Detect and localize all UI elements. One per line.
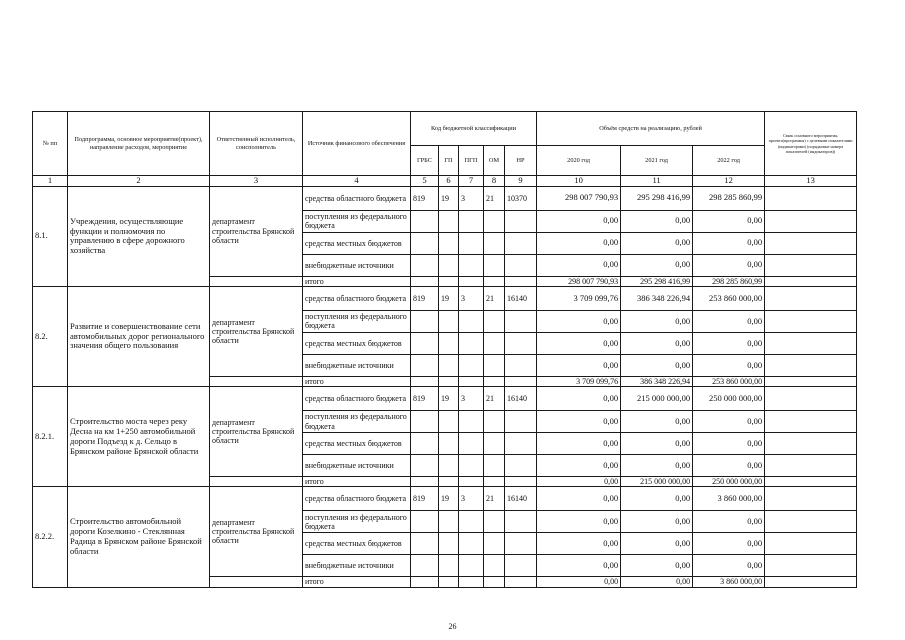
funding-source: средства областного бюджета <box>303 286 411 310</box>
amount-2022: 0,00 <box>693 411 765 433</box>
amount-2021: 386 348 226,94 <box>621 376 693 386</box>
indicator-link <box>765 254 857 276</box>
amount-2020: 0,00 <box>537 210 621 232</box>
amount-2022: 253 860 000,00 <box>693 286 765 310</box>
code-nr <box>505 254 537 276</box>
code-om: 21 <box>484 487 505 511</box>
indicator-link <box>765 433 857 455</box>
column-number: 10 <box>537 176 621 187</box>
amount-2022: 0,00 <box>693 533 765 555</box>
column-number: 2 <box>68 176 210 187</box>
code-pgp <box>459 232 484 254</box>
amount-2022: 0,00 <box>693 511 765 533</box>
code-om: 21 <box>484 286 505 310</box>
funding-source: итого <box>303 477 411 487</box>
row-number: 8.2.2. <box>33 487 68 587</box>
code-grbs <box>411 455 439 477</box>
funding-source: внебюджетные источники <box>303 455 411 477</box>
code-nr <box>505 477 537 487</box>
funding-source: средства областного бюджета <box>303 487 411 511</box>
table-body <box>33 186 857 587</box>
code-nr <box>505 210 537 232</box>
amount-2020: 0,00 <box>537 477 621 487</box>
code-gp: 19 <box>439 487 459 511</box>
code-nr <box>505 354 537 376</box>
code-om: 21 <box>484 186 505 210</box>
code-pgp <box>459 332 484 354</box>
amount-2020: 0,00 <box>537 310 621 332</box>
executor: департамент строительства Брянской области <box>210 286 303 376</box>
code-gp <box>439 433 459 455</box>
column-number: 7 <box>459 176 484 187</box>
code-gp <box>439 310 459 332</box>
funding-source: средства местных бюджетов <box>303 332 411 354</box>
funding-source: средства местных бюджетов <box>303 533 411 555</box>
table-row <box>33 286 857 310</box>
indicator-link <box>765 487 857 511</box>
code-pgp: 3 <box>459 487 484 511</box>
code-om <box>484 376 505 386</box>
code-nr <box>505 577 537 587</box>
code-pgp <box>459 254 484 276</box>
measure-name: Строительство моста через реку Десна на км 1+250 автомобильной дороги Подъезд к д. Сельцо в Брянском районе Брянской области <box>68 387 210 487</box>
code-pgp <box>459 511 484 533</box>
indicator-link <box>765 477 857 487</box>
amount-2020: 0,00 <box>537 411 621 433</box>
amount-2021: 0,00 <box>621 511 693 533</box>
code-nr <box>505 411 537 433</box>
code-gp <box>439 254 459 276</box>
indicator-link <box>765 511 857 533</box>
column-number: 8 <box>484 176 505 187</box>
header-num: № пп <box>33 112 68 176</box>
code-pgp <box>459 455 484 477</box>
column-number: 3 <box>210 176 303 187</box>
amount-2020: 3 709 099,76 <box>537 286 621 310</box>
header-pgp: ПГП <box>459 146 484 176</box>
amount-2022: 0,00 <box>693 455 765 477</box>
column-number: 13 <box>765 176 857 187</box>
header-om: ОМ <box>484 146 505 176</box>
code-pgp <box>459 354 484 376</box>
code-gp <box>439 332 459 354</box>
code-grbs: 819 <box>411 387 439 411</box>
page-number: 26 <box>448 622 457 631</box>
code-grbs <box>411 210 439 232</box>
funding-source: средства областного бюджета <box>303 186 411 210</box>
amount-2021: 0,00 <box>621 577 693 587</box>
code-nr <box>505 555 537 577</box>
funding-source: поступления из федерального бюджета <box>303 210 411 232</box>
column-number: 4 <box>303 176 411 187</box>
code-om <box>484 511 505 533</box>
code-nr: 10370 <box>505 186 537 210</box>
code-grbs: 819 <box>411 186 439 210</box>
code-pgp <box>459 477 484 487</box>
amount-2021: 0,00 <box>621 455 693 477</box>
amount-2021: 295 298 416,99 <box>621 186 693 210</box>
code-grbs <box>411 276 439 286</box>
code-om <box>484 555 505 577</box>
header-link: Связь основного мероприятия, проекта(программы) с целевыми показателями (индикаторами) (порядковые номера показателей (индикаторов)) <box>765 112 857 176</box>
amount-2020: 0,00 <box>537 455 621 477</box>
code-grbs <box>411 254 439 276</box>
code-pgp <box>459 276 484 286</box>
code-om <box>484 276 505 286</box>
code-gp <box>439 276 459 286</box>
header-budget-code: Код бюджетной классификации <box>411 112 537 146</box>
amount-2021: 0,00 <box>621 332 693 354</box>
code-gp <box>439 555 459 577</box>
indicator-link <box>765 376 857 386</box>
code-grbs <box>411 411 439 433</box>
code-grbs <box>411 533 439 555</box>
amount-2021: 0,00 <box>621 310 693 332</box>
code-grbs <box>411 555 439 577</box>
code-pgp <box>459 210 484 232</box>
row-number: 8.1. <box>33 186 68 286</box>
code-grbs <box>411 477 439 487</box>
amount-2022: 298 285 860,99 <box>693 276 765 286</box>
executor: департамент строительства Брянской области <box>210 387 303 477</box>
amount-2021: 0,00 <box>621 354 693 376</box>
amount-2022: 0,00 <box>693 433 765 455</box>
code-nr <box>505 310 537 332</box>
code-nr <box>505 276 537 286</box>
indicator-link <box>765 455 857 477</box>
code-om <box>484 210 505 232</box>
code-gp <box>439 511 459 533</box>
amount-2022: 0,00 <box>693 254 765 276</box>
amount-2022: 0,00 <box>693 232 765 254</box>
code-gp: 19 <box>439 186 459 210</box>
indicator-link <box>765 232 857 254</box>
amount-2021: 0,00 <box>621 210 693 232</box>
amount-2020: 0,00 <box>537 533 621 555</box>
executor: департамент строительства Брянской области <box>210 487 303 577</box>
amount-2020: 0,00 <box>537 254 621 276</box>
code-gp <box>439 477 459 487</box>
amount-2021: 215 000 000,00 <box>621 477 693 487</box>
code-grbs <box>411 332 439 354</box>
header-name: Подпрограмма, основное мероприятие(проект), направление расходов, мероприятие <box>68 112 210 176</box>
table-row <box>33 387 857 411</box>
indicator-link <box>765 210 857 232</box>
row-number: 8.2. <box>33 286 68 386</box>
indicator-link <box>765 310 857 332</box>
code-nr <box>505 455 537 477</box>
funding-source: внебюджетные источники <box>303 354 411 376</box>
code-gp <box>439 376 459 386</box>
code-pgp <box>459 555 484 577</box>
code-om <box>484 411 505 433</box>
indicator-link <box>765 332 857 354</box>
table-row <box>33 186 857 210</box>
code-pgp <box>459 433 484 455</box>
code-pgp <box>459 376 484 386</box>
empty-cell <box>210 477 303 487</box>
amount-2021: 0,00 <box>621 433 693 455</box>
amount-2022: 0,00 <box>693 332 765 354</box>
indicator-link <box>765 577 857 587</box>
code-grbs <box>411 511 439 533</box>
amount-2020: 0,00 <box>537 433 621 455</box>
funding-source: поступления из федерального бюджета <box>303 411 411 433</box>
funding-source: поступления из федерального бюджета <box>303 511 411 533</box>
amount-2022: 0,00 <box>693 354 765 376</box>
row-number: 8.2.1. <box>33 387 68 487</box>
indicator-link <box>765 387 857 411</box>
code-nr: 16140 <box>505 286 537 310</box>
amount-2022: 250 000 000,00 <box>693 387 765 411</box>
amount-2022: 0,00 <box>693 210 765 232</box>
code-gp <box>439 577 459 587</box>
code-nr <box>505 433 537 455</box>
amount-2021: 0,00 <box>621 411 693 433</box>
code-om <box>484 455 505 477</box>
amount-2022: 0,00 <box>693 310 765 332</box>
amount-2020: 0,00 <box>537 555 621 577</box>
column-number: 1 <box>33 176 68 187</box>
code-gp: 19 <box>439 286 459 310</box>
code-gp <box>439 210 459 232</box>
code-pgp: 3 <box>459 286 484 310</box>
indicator-link <box>765 555 857 577</box>
code-grbs <box>411 354 439 376</box>
header-volume: Объём средств на реализацию, рублей <box>537 112 765 146</box>
header-gp: ГП <box>439 146 459 176</box>
code-grbs: 819 <box>411 487 439 511</box>
header-source: Источник финансового обеспечения <box>303 112 411 176</box>
amount-2022: 3 860 000,00 <box>693 577 765 587</box>
header-year-2020: 2020 год <box>537 146 621 176</box>
amount-2021: 0,00 <box>621 487 693 511</box>
code-om <box>484 433 505 455</box>
code-grbs <box>411 433 439 455</box>
amount-2022: 0,00 <box>693 555 765 577</box>
amount-2022: 298 285 860,99 <box>693 186 765 210</box>
amount-2021: 0,00 <box>621 533 693 555</box>
column-number: 12 <box>693 176 765 187</box>
amount-2020: 298 007 790,93 <box>537 186 621 210</box>
header-grbs: ГРБС <box>411 146 439 176</box>
funding-source: поступления из федерального бюджета <box>303 310 411 332</box>
funding-source: средства областного бюджета <box>303 387 411 411</box>
code-grbs: 819 <box>411 286 439 310</box>
code-pgp: 3 <box>459 186 484 210</box>
code-om <box>484 310 505 332</box>
funding-source: средства местных бюджетов <box>303 232 411 254</box>
amount-2020: 0,00 <box>537 487 621 511</box>
executor: департамент строительства Брянской области <box>210 186 303 276</box>
code-gp <box>439 354 459 376</box>
amount-2020: 3 709 099,76 <box>537 376 621 386</box>
code-nr <box>505 332 537 354</box>
column-number-row <box>33 176 857 187</box>
header-year-2021: 2021 год <box>621 146 693 176</box>
code-om <box>484 332 505 354</box>
code-gp <box>439 455 459 477</box>
funding-source: итого <box>303 577 411 587</box>
amount-2021: 0,00 <box>621 232 693 254</box>
code-pgp <box>459 577 484 587</box>
indicator-link <box>765 354 857 376</box>
amount-2020: 0,00 <box>537 354 621 376</box>
budget-table <box>32 111 857 588</box>
code-pgp: 3 <box>459 387 484 411</box>
code-om <box>484 254 505 276</box>
funding-source: итого <box>303 276 411 286</box>
funding-source: внебюджетные источники <box>303 555 411 577</box>
funding-source: внебюджетные источники <box>303 254 411 276</box>
amount-2022: 250 000 000,00 <box>693 477 765 487</box>
empty-cell <box>210 276 303 286</box>
funding-source: итого <box>303 376 411 386</box>
indicator-link <box>765 411 857 433</box>
code-grbs <box>411 376 439 386</box>
amount-2020: 0,00 <box>537 232 621 254</box>
amount-2022: 3 860 000,00 <box>693 487 765 511</box>
code-om: 21 <box>484 387 505 411</box>
code-gp <box>439 533 459 555</box>
code-om <box>484 533 505 555</box>
amount-2021: 215 000 000,00 <box>621 387 693 411</box>
amount-2020: 0,00 <box>537 387 621 411</box>
code-nr: 16140 <box>505 487 537 511</box>
column-number: 11 <box>621 176 693 187</box>
measure-name: Учреждения, осуществляющие функции и полномочия по управлению в сфере дорожного хозяйства <box>68 186 210 286</box>
code-nr <box>505 232 537 254</box>
header-year-2022: 2022 год <box>693 146 765 176</box>
header-nr: НР <box>505 146 537 176</box>
indicator-link <box>765 533 857 555</box>
code-grbs <box>411 310 439 332</box>
code-grbs <box>411 577 439 587</box>
amount-2020: 0,00 <box>537 577 621 587</box>
amount-2021: 0,00 <box>621 254 693 276</box>
empty-cell <box>210 577 303 587</box>
indicator-link <box>765 276 857 286</box>
code-grbs <box>411 232 439 254</box>
column-number: 6 <box>439 176 459 187</box>
empty-cell <box>210 376 303 386</box>
column-number: 5 <box>411 176 439 187</box>
indicator-link <box>765 286 857 310</box>
column-number: 9 <box>505 176 537 187</box>
code-gp: 19 <box>439 387 459 411</box>
code-om <box>484 577 505 587</box>
code-om <box>484 477 505 487</box>
code-nr <box>505 533 537 555</box>
code-gp <box>439 411 459 433</box>
amount-2021: 386 348 226,94 <box>621 286 693 310</box>
funding-source: средства местных бюджетов <box>303 433 411 455</box>
amount-2021: 295 298 416,99 <box>621 276 693 286</box>
code-gp <box>439 232 459 254</box>
amount-2020: 298 007 790,93 <box>537 276 621 286</box>
code-nr: 16140 <box>505 387 537 411</box>
indicator-link <box>765 186 857 210</box>
amount-2020: 0,00 <box>537 511 621 533</box>
amount-2022: 253 860 000,00 <box>693 376 765 386</box>
code-pgp <box>459 411 484 433</box>
amount-2020: 0,00 <box>537 332 621 354</box>
code-nr <box>505 376 537 386</box>
table-row <box>33 487 857 511</box>
code-pgp <box>459 533 484 555</box>
code-om <box>484 354 505 376</box>
code-pgp <box>459 310 484 332</box>
measure-name: Строительство автомобильной дороги Козелкино - Стеклянная Радица в Брянском районе Брянской области <box>68 487 210 587</box>
header-exec: Ответственный исполнитель, соисполнитель <box>210 112 303 176</box>
measure-name: Развитие и совершенствование сети автомобильных дорог регионального значения общего пользования <box>68 286 210 386</box>
code-nr <box>505 511 537 533</box>
code-om <box>484 232 505 254</box>
amount-2021: 0,00 <box>621 555 693 577</box>
